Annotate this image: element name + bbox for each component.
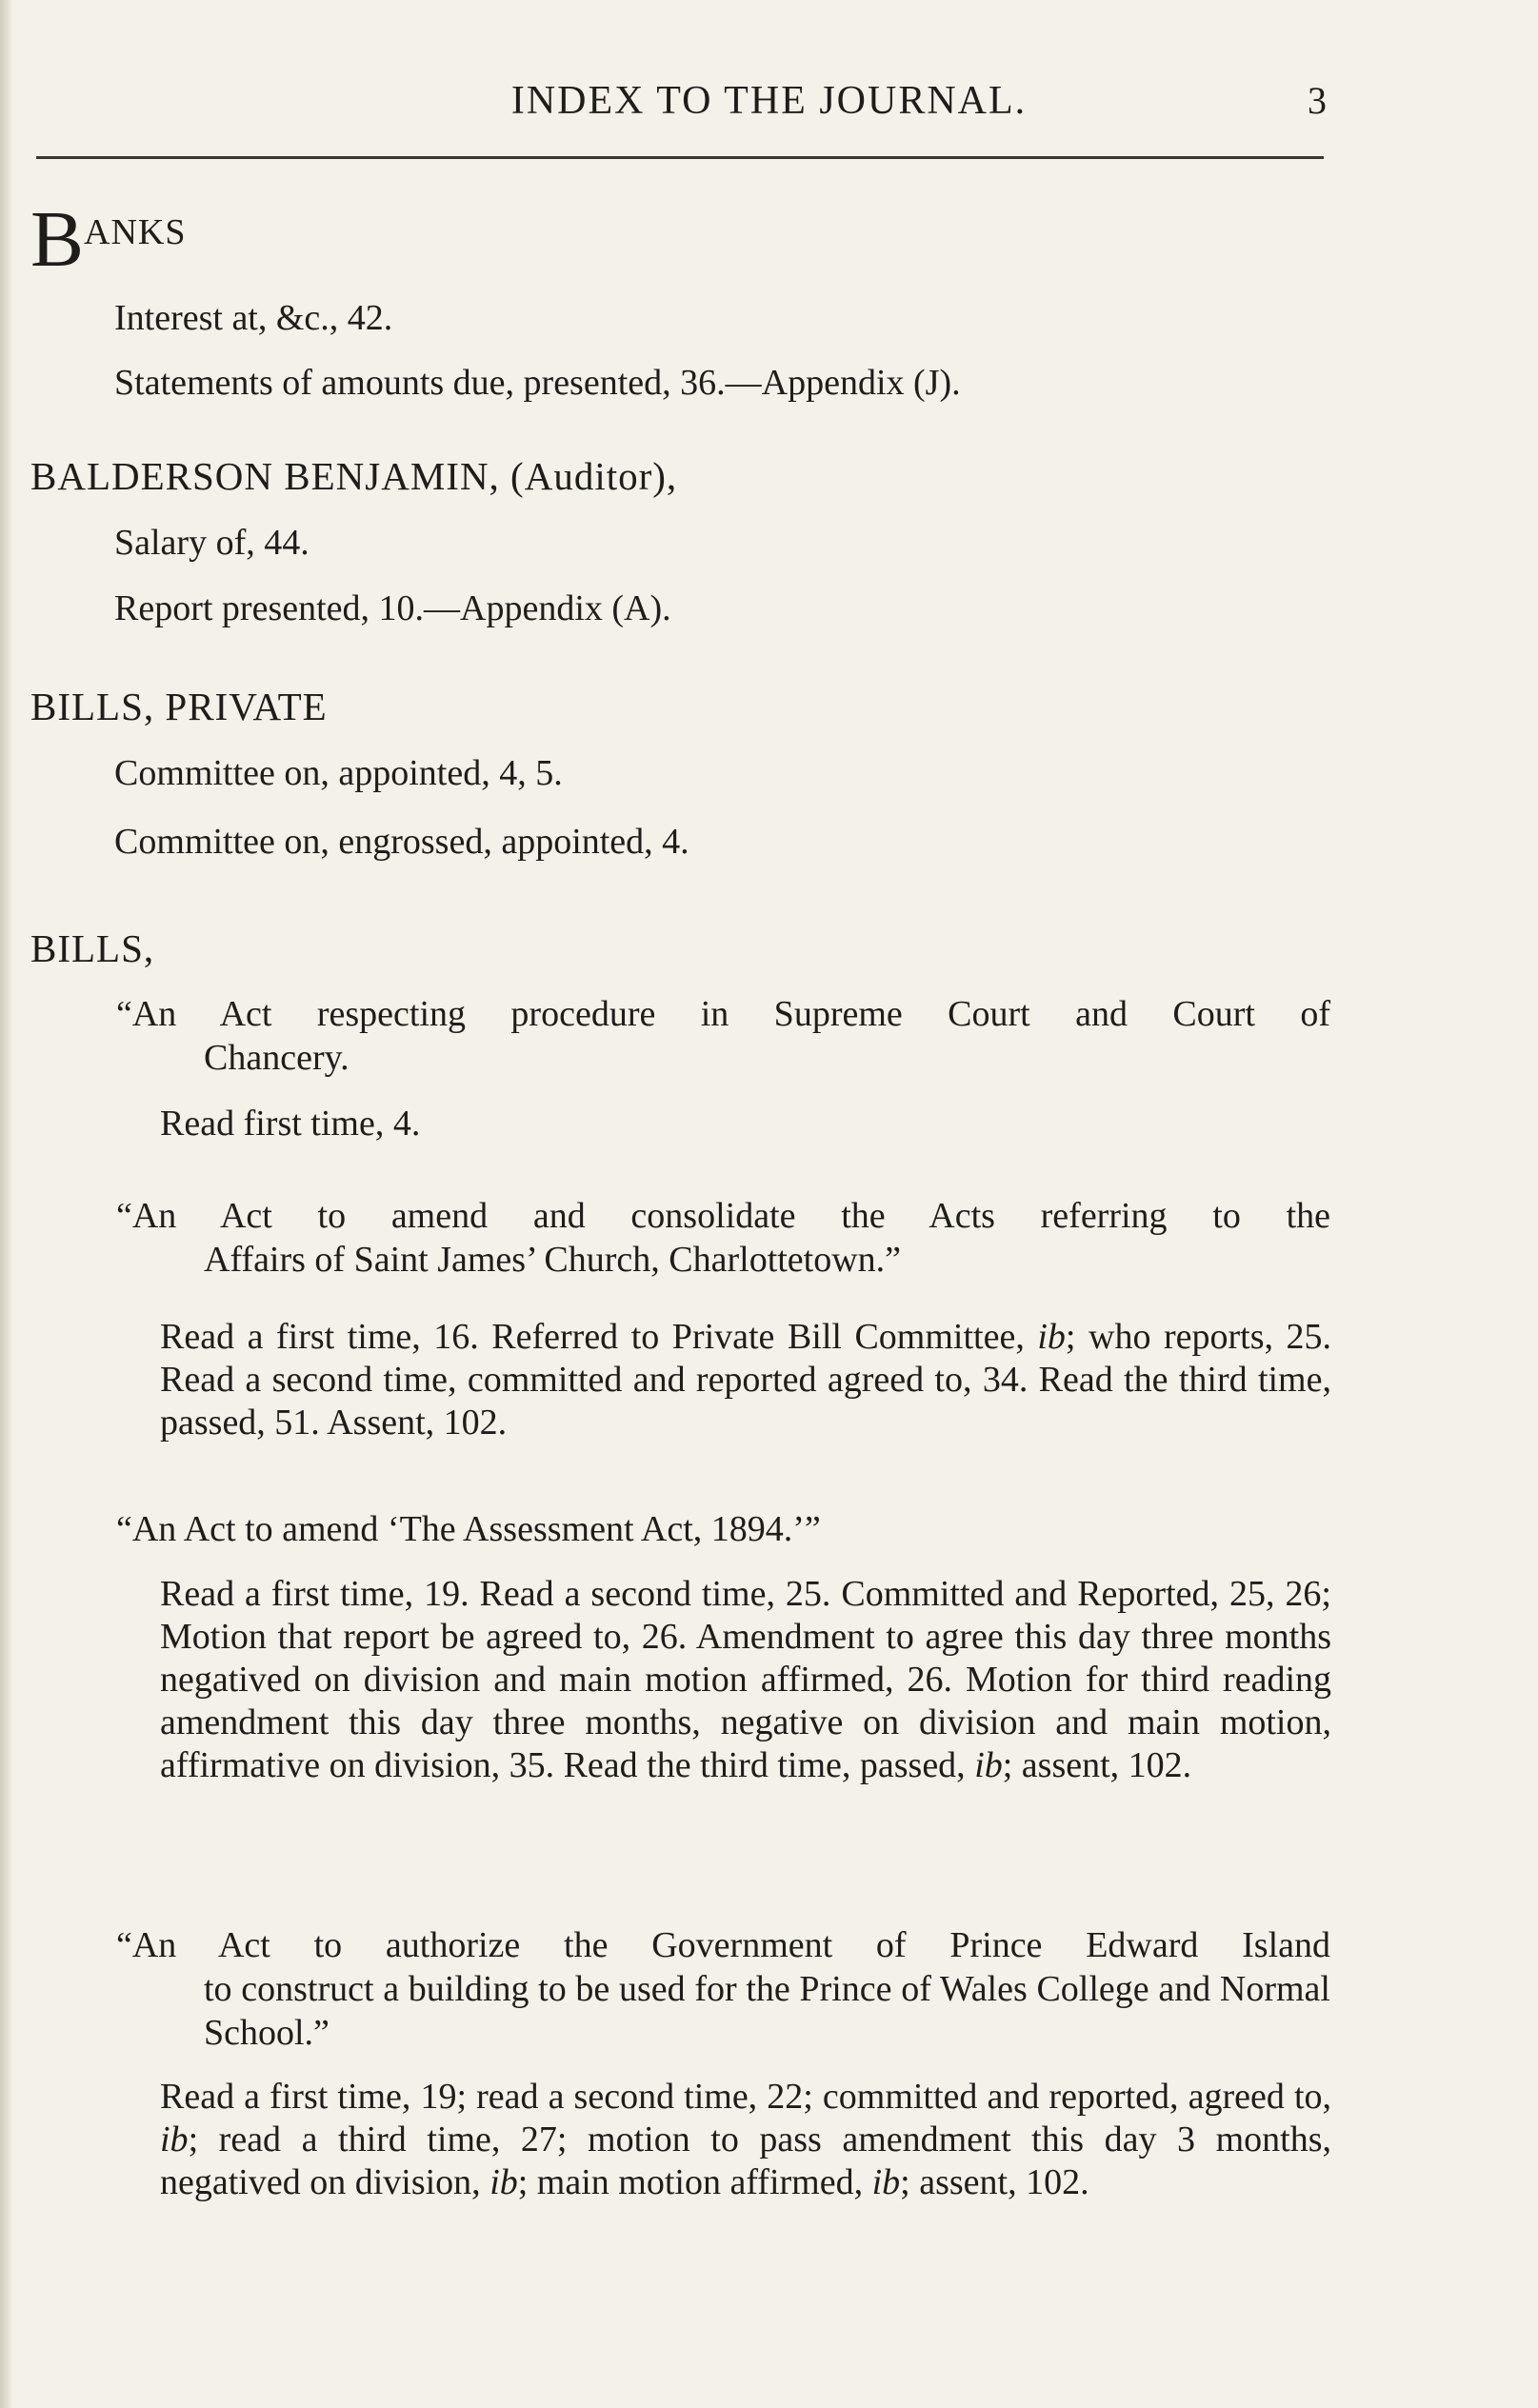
bill-title-first-line: “An Act to amend ‘The Assessment Act, 1894.’” — [116, 1509, 821, 1549]
bill-title-assessment — [116, 1507, 1330, 1551]
bills-private-item-engrossed: Committee on, engrossed, appointed, 4. — [114, 822, 689, 862]
banks-item-statements: Statements of amounts due, presented, 36.—Appendix (J). — [114, 363, 961, 403]
bill-body-prince-of-wales — [160, 2076, 1331, 2204]
page-edge-shadow — [0, 0, 13, 2408]
ibid-abbrev: ib — [160, 2119, 189, 2159]
bill-title-continuation: to construct a building to be used for the Prince of Wales College and Normal School.” — [204, 1969, 1330, 2053]
ibid-abbrev: ib — [974, 1745, 1003, 1785]
page-number: 3 — [1308, 79, 1327, 122]
bill-title-prince-of-wales — [116, 1923, 1330, 2055]
body-text: ; read a third time, 27; motion to pass amendment this day 3 months, negatived on division, — [160, 2119, 1331, 2202]
ibid-abbrev: ib — [1037, 1317, 1066, 1357]
bills-private-item-committee: Committee on, appointed, 4, 5. — [114, 753, 563, 793]
body-text: ; who reports, 25. Read a second time, committed and reported agreed to, 34. Read the third time, passed, 51. Assent, 102. — [160, 1317, 1331, 1443]
heading-bills-private: BILLS, PRIVATE — [30, 685, 328, 728]
body-text: ; main motion affirmed, — [517, 2162, 872, 2202]
bill-body-procedure: Read first time, 4. — [160, 1104, 421, 1144]
bill-title-first-line: “An Act respecting procedure in Supreme Court and Court of — [116, 994, 1330, 1034]
balderson-item-salary: Salary of, 44. — [114, 523, 310, 563]
body-text: Read a first time, 19; read a second time, 22; committed and reported, agreed to, — [160, 2077, 1331, 2117]
bill-body-assessment — [160, 1573, 1331, 1787]
heading-balderson: BALDERSON BENJAMIN, (Auditor), — [30, 454, 678, 498]
bill-title-continuation: Chancery. — [204, 1038, 350, 1078]
running-title: INDEX TO THE JOURNAL. — [510, 79, 1028, 123]
drop-cap-letter: B — [30, 195, 85, 284]
heading-banks — [30, 195, 187, 284]
bill-title-saint-james — [116, 1194, 1330, 1282]
banks-item-interest: Interest at, &c., 42. — [114, 298, 393, 338]
bill-title-procedure — [116, 992, 1330, 1080]
body-text: Read a first time, 19. Read a second time, 25. Committed and Reported, 25, 26; Motion that report be agreed to, 26. Amendment to agree this day three months negatived on division and main motion affirmed, 26. Motion for third reading amendment this day three months, negative on division and main motion, affirmative on division, 35. Read the third time, passed, — [160, 1574, 1331, 1785]
bill-title-first-line: “An Act to authorize the Government of Prince Edward Island — [116, 1925, 1330, 1965]
heading-banks-rest: ANKS — [84, 212, 187, 252]
heading-bills: BILLS, — [30, 926, 155, 970]
ibid-abbrev: ib — [489, 2162, 518, 2202]
bill-body-saint-james — [160, 1316, 1331, 1444]
bill-title-continuation: Affairs of Saint James’ Church, Charlottetown.” — [204, 1240, 902, 1280]
body-text: ; assent, 102. — [900, 2162, 1089, 2202]
body-text: ; assent, 102. — [1002, 1745, 1192, 1785]
bill-title-first-line: “An Act to amend and consolidate the Acts referring to the — [116, 1196, 1330, 1236]
header-rule — [36, 156, 1324, 159]
running-header — [0, 78, 1538, 135]
ibid-abbrev: ib — [871, 2162, 901, 2202]
body-text: Read a first time, 16. Referred to Private Bill Committee, — [160, 1317, 1038, 1357]
balderson-item-report: Report presented, 10.—Appendix (A). — [114, 588, 671, 628]
